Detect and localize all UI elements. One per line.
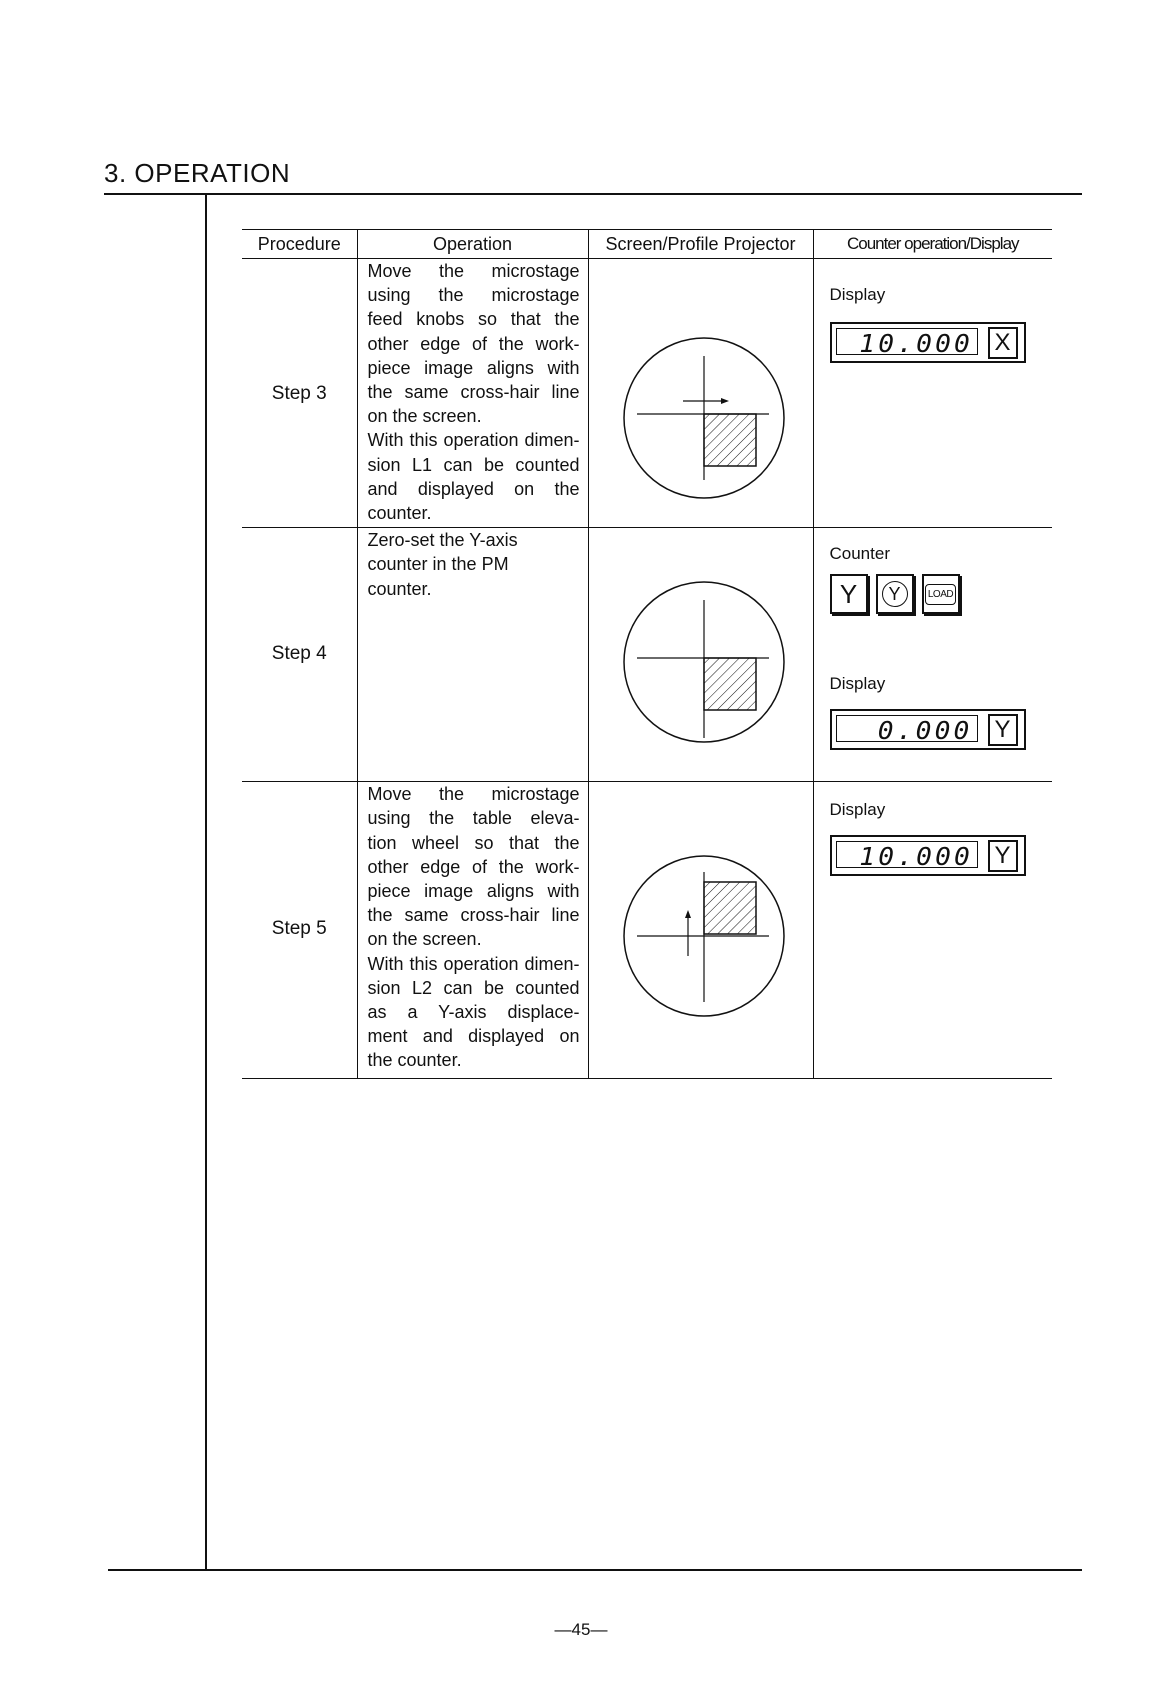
header-counter: Counter operation/Display (813, 230, 1052, 259)
screen-cell (588, 782, 813, 1079)
step-label: Step 3 (271, 383, 327, 404)
operation-line: the counter. (367, 1050, 462, 1071)
operation-line: counter. (367, 503, 432, 524)
operation-line: and displayed on the (367, 478, 580, 499)
operation-line: other edge of the work- (367, 856, 580, 877)
operation-line: using the microstage (367, 285, 580, 306)
operation-line: other edge of the work- (367, 333, 580, 354)
table-row (242, 528, 1052, 782)
projector-screen-diagram (621, 578, 791, 748)
operation-line: sion L2 can be counted (367, 977, 580, 998)
title-rule (104, 193, 1082, 195)
page-number: —45— (554, 1620, 608, 1639)
counter-display (830, 709, 1026, 749)
counter-cell (813, 782, 1052, 1079)
step-label: Step 5 (271, 918, 327, 940)
operation-line: the same cross-hair line (367, 905, 580, 926)
step-cell (242, 782, 357, 1079)
operation-line: sion L1 can be counted (367, 454, 580, 475)
operation-line: tion wheel so that the (367, 832, 580, 853)
operation-line: Move the microstage (367, 261, 580, 281)
operation-line: feed knobs so that the (367, 309, 580, 330)
axis-indicator: Y (988, 840, 1018, 872)
step-cell (242, 528, 357, 782)
counter-display (830, 835, 1026, 875)
operation-line: piece image aligns with (367, 881, 580, 902)
procedure-table (242, 229, 1052, 1079)
table-header-row (242, 230, 1052, 259)
operation-line: the same cross-hair line (367, 382, 580, 403)
display-value: 10.000 (859, 329, 974, 358)
load-key[interactable] (922, 574, 960, 614)
display-label: Display (829, 800, 886, 820)
table-row (242, 782, 1052, 1079)
screen-cell (588, 528, 813, 782)
display-value: 0.000 (877, 716, 973, 746)
y-key[interactable]: Y (830, 574, 868, 614)
operation-line: piece image aligns with (367, 357, 580, 378)
operation-line: using the table eleva- (367, 808, 580, 829)
table-row (242, 259, 1052, 528)
step-cell (242, 259, 357, 528)
left-margin-bar (205, 193, 207, 1570)
projector-screen-diagram (621, 334, 791, 504)
counter-cell (813, 528, 1052, 782)
operation-line: on the screen. (367, 929, 482, 950)
operation-line: With this operation dimen- (367, 953, 580, 974)
operation-text (358, 259, 588, 527)
projector-screen-diagram (621, 852, 791, 1022)
bottom-rule (108, 1569, 1082, 1571)
operation-line: on the screen. (367, 406, 482, 427)
step-label: Step 4 (271, 643, 327, 665)
counter-cell (813, 259, 1052, 528)
axis-indicator: X (988, 327, 1018, 359)
operation-line: counter in the PM (367, 554, 509, 575)
y-zero-key[interactable] (876, 574, 914, 614)
operation-line: Move the microstage (367, 784, 580, 805)
display-label: Display (829, 674, 886, 694)
header-screen: Screen/Profile Projector (588, 230, 813, 259)
operation-line: Zero-set the Y-axis (367, 530, 518, 551)
operation-text (358, 782, 588, 1074)
operation-line: ment and displayed on (367, 1026, 580, 1047)
operation-cell (357, 782, 588, 1079)
operation-cell (357, 528, 588, 782)
load-key-label: LOAD (925, 584, 956, 605)
operation-text (358, 528, 588, 603)
counter-display (830, 322, 1026, 362)
header-procedure: Procedure (242, 230, 357, 259)
counter-label: Counter (829, 544, 890, 564)
display-label: Display (829, 285, 886, 304)
axis-indicator: Y (988, 714, 1018, 746)
section-title: 3. OPERATION (104, 158, 291, 188)
operation-line: as a Y-axis displace- (367, 1002, 580, 1023)
header-operation: Operation (357, 230, 588, 259)
operation-line: With this operation dimen- (367, 430, 580, 451)
screen-cell (588, 259, 813, 528)
counter-keys (830, 574, 960, 614)
operation-cell (357, 259, 588, 528)
y-zero-key-label: Y (882, 581, 908, 607)
display-value: 10.000 (859, 842, 974, 872)
operation-line: counter. (367, 578, 432, 599)
